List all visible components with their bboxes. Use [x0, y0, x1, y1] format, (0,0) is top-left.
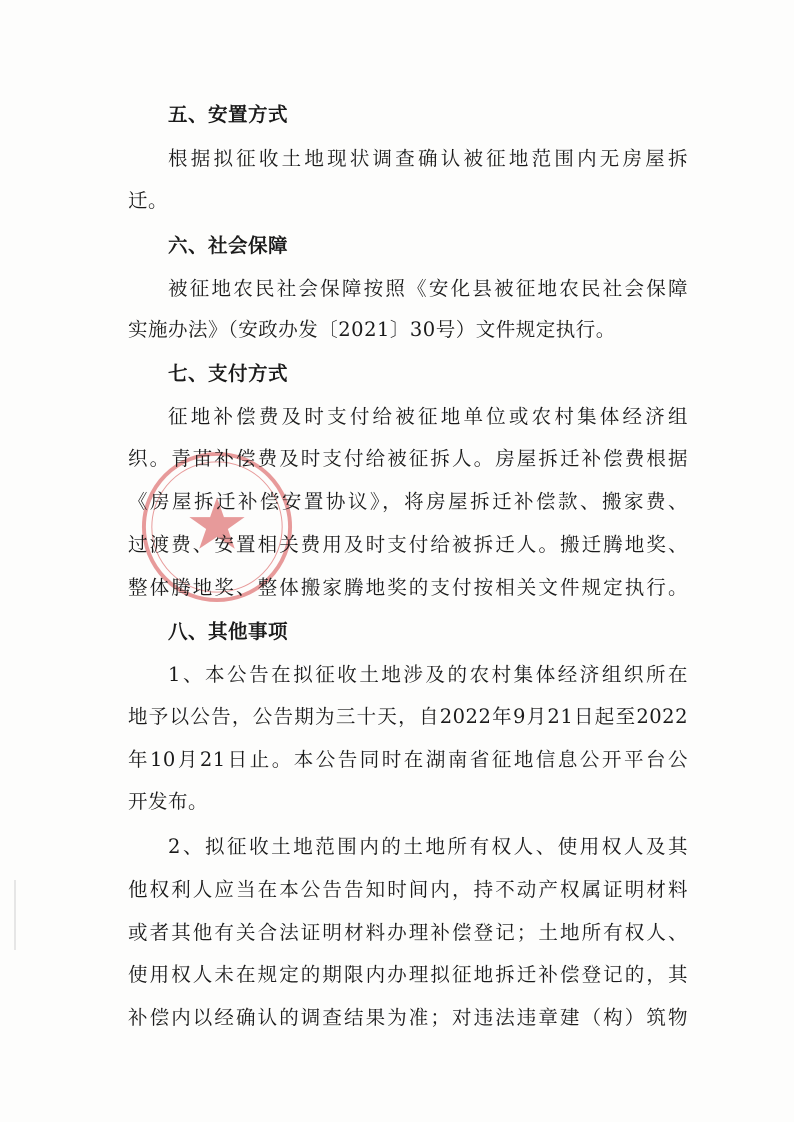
section-8-p2-line-3: 或者其他有关合法证明材料办理补偿登记；土地所有权人、 [128, 921, 688, 944]
section-7-line-2: 织。青苗补偿费及时支付给被征拆人。房屋拆迁补偿费根据 [128, 447, 688, 470]
section-6-line-2: 实施办法》（安政办发〔2021〕30号）文件规定执行。 [128, 318, 616, 341]
section-heading-8: 八、其他事项 [168, 620, 289, 643]
section-5-line-2: 迁。 [128, 189, 169, 212]
section-7-line-3: 《房屋拆迁补偿安置协议》，将房屋拆迁补偿款、搬家费、 [128, 490, 688, 513]
section-8-p1-line-4: 开发布。 [128, 790, 209, 813]
section-8-p2-line-4: 使用权人未在规定的期限内办理拟征地拆迁补偿登记的，其 [128, 963, 688, 986]
section-8-p1-line-3: 年10月21日止。本公告同时在湖南省征地信息公开平台公 [128, 748, 688, 771]
section-8-p2-line-2: 他权利人应当在本公告告知时间内，持不动产权属证明材料 [128, 878, 688, 901]
section-8-p1-line-2: 地予以公告，公告期为三十天，自2022年9月21日起至2022 [128, 705, 688, 728]
section-8-p1-line-1: 1、本公告在拟征收土地涉及的农村集体经济组织所在 [168, 663, 688, 686]
scan-margin-mark [14, 880, 16, 950]
section-8-p2-line-5: 补偿内以经确认的调查结果为准；对违法违章建（构）筑物 [128, 1006, 688, 1029]
section-7-line-1: 征地补偿费及时支付给被征地单位或农村集体经济组 [168, 405, 688, 428]
section-heading-6: 六、社会保障 [168, 234, 289, 257]
section-heading-7: 七、支付方式 [168, 362, 289, 385]
section-5-line-1: 根据拟征收土地现状调查确认被征地范围内无房屋拆 [168, 147, 688, 170]
section-7-line-4: 过渡费、安置相关费用及时支付给被拆迁人。搬迁腾地奖、 [128, 533, 688, 556]
section-heading-5: 五、安置方式 [168, 103, 289, 126]
section-7-line-5: 整体腾地奖、整体搬家腾地奖的支付按相关文件规定执行。 [128, 576, 688, 599]
section-8-p2-line-1: 2、拟征收土地范围内的土地所有权人、使用权人及其 [168, 835, 688, 858]
section-6-line-1: 被征地农民社会保障按照《安化县被征地农民社会保障 [168, 277, 688, 300]
